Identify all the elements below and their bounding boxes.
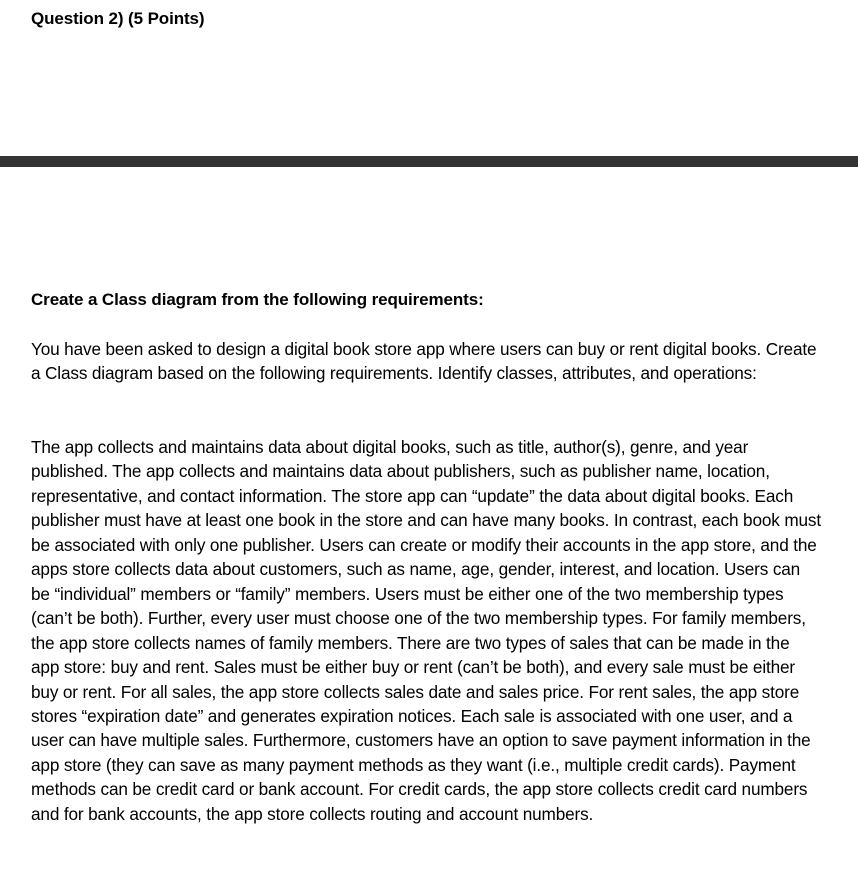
intro-paragraph: You have been asked to design a digital book store app where users can buy or rent digital books. Create a Class diagram based on the following requirements. Identify classes, attributes, and operations: (31, 339, 817, 384)
requirements-paragraph: The app collects and maintains data about digital books, such as title, author(s), genre, and year published. The app collects and maintains data about publishers, such as publisher name, location, representative, and contact information. The store app can “update” the data about digital books. Each publisher must have at least one book in the store and can have many books. In contrast, each book must be associated with only one publisher. Users can create or modify their accounts in the app store, and the apps store collects data about customers, such as name, age, gender, interest, and location. Users can be “individual” members or “family” members. Users must be either one of the two membership types (can’t be both). Further, every user must choose one of the two membership types. For family members, the app store collects names of family members. There are two types of sales that can be made in the app store: buy and rent. Sales must be either buy or rent (can’t be both), and every sale must be either buy or rent. For all sales, the app store collects sales date and sales price. For rent sales, the app store stores “expiration date” and generates expiration notices. Each sale is associated with one user, and a user can have multiple sales. Furthermore, customers have an option to save payment information in the app store (they can save as many payment methods as they want (i.e., multiple credit cards). Payment methods can be credit card or bank account. For credit cards, the app store collects credit card numbers and for bank accounts, the app store collects routing and account numbers. (31, 437, 821, 824)
question-heading: Question 2) (5 Points) (31, 9, 205, 28)
section-divider (0, 156, 858, 167)
requirements-heading: Create a Class diagram from the following requirements: (31, 290, 484, 309)
